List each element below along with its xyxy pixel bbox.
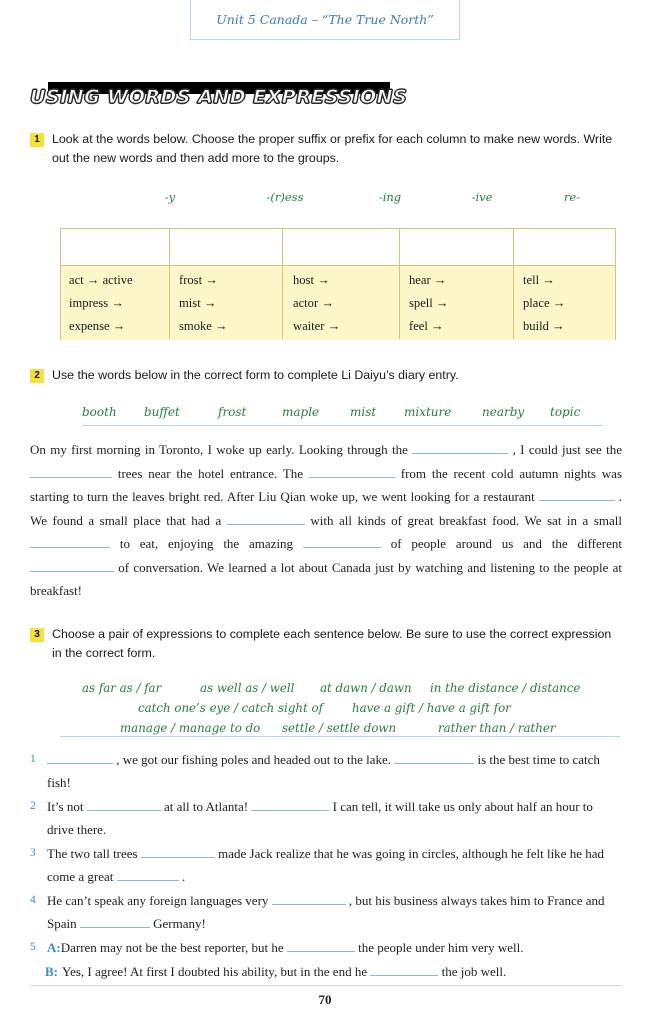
suffix-header-4: re- — [563, 190, 581, 204]
question-number: 2 — [30, 800, 36, 812]
question-text: I can tell, it will take us only about half an hour to drive there. — [47, 799, 593, 837]
list-item — [30, 842, 622, 888]
question-number: 4 — [30, 894, 36, 906]
table-cell: spell → — [409, 296, 449, 310]
suffix-header-0: -y — [164, 190, 176, 204]
question-text: , but his business always takes him to France and Spain — [47, 893, 605, 931]
exercise-2-word-bank — [82, 405, 602, 426]
word-bank-item: mixture — [404, 405, 452, 419]
list-item — [30, 889, 622, 935]
diary-blank-7[interactable] — [303, 533, 381, 548]
question-text: The two tall trees — [47, 846, 138, 861]
list-item — [30, 936, 622, 959]
word-bank-item: nearby — [482, 405, 525, 419]
word-bank-item: mist — [350, 405, 377, 419]
list-item — [30, 960, 622, 983]
speaker-a-label: A: — [47, 940, 61, 955]
diary-text: with all kinds of great breakfast food. We sat in a small — [310, 512, 623, 528]
table-cell: waiter → — [293, 319, 341, 333]
table-column-2 — [293, 269, 340, 338]
question-text: Darren may not be the best reporter, but he — [60, 940, 284, 955]
word-bank-item: buffet — [144, 405, 180, 419]
expression-item: at dawn / dawn — [320, 681, 412, 695]
expression-item: as far as / far — [82, 681, 162, 695]
table-cell: expense → — [69, 319, 126, 333]
expression-item: in the distance / distance — [430, 681, 581, 695]
q4-blank-1[interactable] — [272, 890, 346, 905]
question-number: 3 — [30, 847, 36, 859]
table-divider-1 — [169, 229, 170, 339]
word-bank-item: booth — [82, 405, 117, 419]
q1-blank-2[interactable] — [394, 749, 474, 764]
q4-blank-2[interactable] — [80, 913, 150, 928]
exercise-3-expression-bank — [60, 678, 620, 737]
page-number: 70 — [318, 992, 332, 1007]
expression-item: settle / settle down — [282, 721, 397, 735]
question-text: It’s not — [47, 799, 84, 814]
table-cell: smoke → — [179, 319, 228, 333]
question-text: Yes, I agree! At first I doubted his ability, but in the end he — [62, 964, 368, 979]
suffix-header-1: -(r)ess — [266, 190, 304, 204]
table-cell: actor → — [293, 296, 334, 310]
expression-item: catch one’s eye / catch sight of — [138, 701, 323, 715]
q1-blank-1[interactable] — [47, 749, 113, 764]
suffix-header-2: -ing — [378, 190, 402, 204]
diary-text: . We found a small place that had a — [30, 489, 623, 528]
question-text: made Jack realize that he was going in circles, although he felt like he had come a great — [47, 846, 604, 884]
suffix-header-row — [60, 190, 620, 206]
q3-blank-2[interactable] — [117, 866, 179, 881]
word-bank-item: frost — [218, 405, 247, 419]
q2-blank-1[interactable] — [87, 796, 161, 811]
diary-text: from the recent cold autumn nights was starting to turn the leaves bright red. After Liu Qian woke up, we went looking for a restaurant — [30, 465, 623, 504]
table-cell: host → — [293, 273, 330, 287]
diary-blank-4[interactable] — [539, 486, 615, 501]
table-divider-4 — [513, 229, 514, 339]
table-column-1 — [179, 269, 228, 338]
unit-title: Unit 5 Canada – “The True North” — [216, 12, 434, 27]
question-text: He can’t speak any foreign languages very — [47, 893, 269, 908]
expression-item: have a gift / have a gift for — [352, 701, 511, 715]
table-column-3 — [409, 269, 449, 338]
expression-item: rather than / rather — [438, 721, 556, 735]
word-formation-table — [60, 228, 616, 340]
exercise-2-number: 2 — [30, 369, 44, 383]
table-cell: mist → — [179, 296, 217, 310]
table-cell: tell → — [523, 273, 555, 287]
exercise-1-number: 1 — [30, 133, 44, 147]
table-cell: hear → — [409, 273, 447, 287]
question-number: 5 — [30, 941, 36, 953]
question-text: the people under him very well. — [358, 940, 524, 955]
question-text: , we got our fishing poles and headed out to the lake. — [116, 752, 391, 767]
table-cell: impress → — [69, 296, 124, 310]
table-cell: build → — [523, 319, 565, 333]
question-text: at all to Atlanta! — [163, 799, 249, 814]
diary-blank-2[interactable] — [30, 463, 112, 478]
diary-text: to eat, enjoying the amazing — [119, 536, 294, 551]
diary-blank-8[interactable] — [30, 557, 114, 572]
exercise-3-question-list — [30, 748, 622, 984]
table-cell: feel → — [409, 319, 444, 333]
expression-item: as well as / well — [200, 681, 295, 695]
section-heading-text: USING WORDS AND EXPRESSIONS — [30, 86, 408, 108]
diary-blank-6[interactable] — [30, 533, 110, 548]
diary-text: On my first morning in Toronto, I woke up early. Looking through the — [30, 442, 408, 457]
question-number: 1 — [30, 753, 36, 765]
suffix-header-3: -ive — [471, 190, 493, 204]
table-column-0 — [69, 269, 133, 338]
unit-header-band — [190, 0, 460, 40]
question-text: . — [181, 869, 186, 884]
question-text: the job well. — [441, 964, 507, 979]
table-cell: act → active — [69, 273, 133, 287]
q5a-blank[interactable] — [287, 937, 355, 952]
diary-blank-1[interactable] — [412, 439, 508, 454]
word-bank-item: topic — [550, 405, 581, 419]
list-item — [30, 748, 622, 794]
list-item — [30, 795, 622, 841]
exercise-3-instruction: Choose a pair of expressions to complete each sentence below. Be sure to use the correct expression in the correct form. — [52, 627, 612, 660]
question-text: is the best time to catch fish! — [47, 752, 600, 790]
speaker-b-label: B: — [45, 964, 58, 979]
question-text: Germany! — [153, 916, 206, 931]
q2-blank-2[interactable] — [251, 796, 329, 811]
footer-divider — [30, 985, 622, 986]
diary-blank-3[interactable] — [309, 463, 395, 478]
table-cell: place → — [523, 296, 566, 310]
section-heading — [30, 82, 408, 112]
table-divider-3 — [399, 229, 400, 339]
diary-text: of conversation. We learned a lot about Canada just by watching and listening to the people at breakfast! — [30, 559, 622, 598]
table-cell: frost → — [179, 273, 218, 287]
q3-blank-1[interactable] — [141, 843, 215, 858]
diary-blank-5[interactable] — [227, 510, 305, 525]
diary-text: of people around us and the different — [390, 536, 622, 551]
diary-text: , I could just see the — [512, 442, 622, 457]
q5b-blank[interactable] — [370, 961, 438, 976]
word-bank-item: maple — [282, 405, 320, 419]
table-column-4 — [523, 269, 565, 338]
exercise-2-instruction: Use the words below in the correct form to complete Li Daiyu’s diary entry. — [52, 368, 459, 382]
exercise-3-number: 3 — [30, 628, 44, 642]
exercise-1-instruction: Look at the words below. Choose the proper suffix or prefix for each column to make new words. Write out the new words and then add more to the groups. — [52, 132, 613, 165]
diary-text: trees near the hotel entrance. The — [117, 465, 304, 481]
table-divider-2 — [282, 229, 283, 339]
diary-entry-paragraph — [30, 438, 622, 603]
expression-item: manage / manage to do — [120, 721, 261, 735]
